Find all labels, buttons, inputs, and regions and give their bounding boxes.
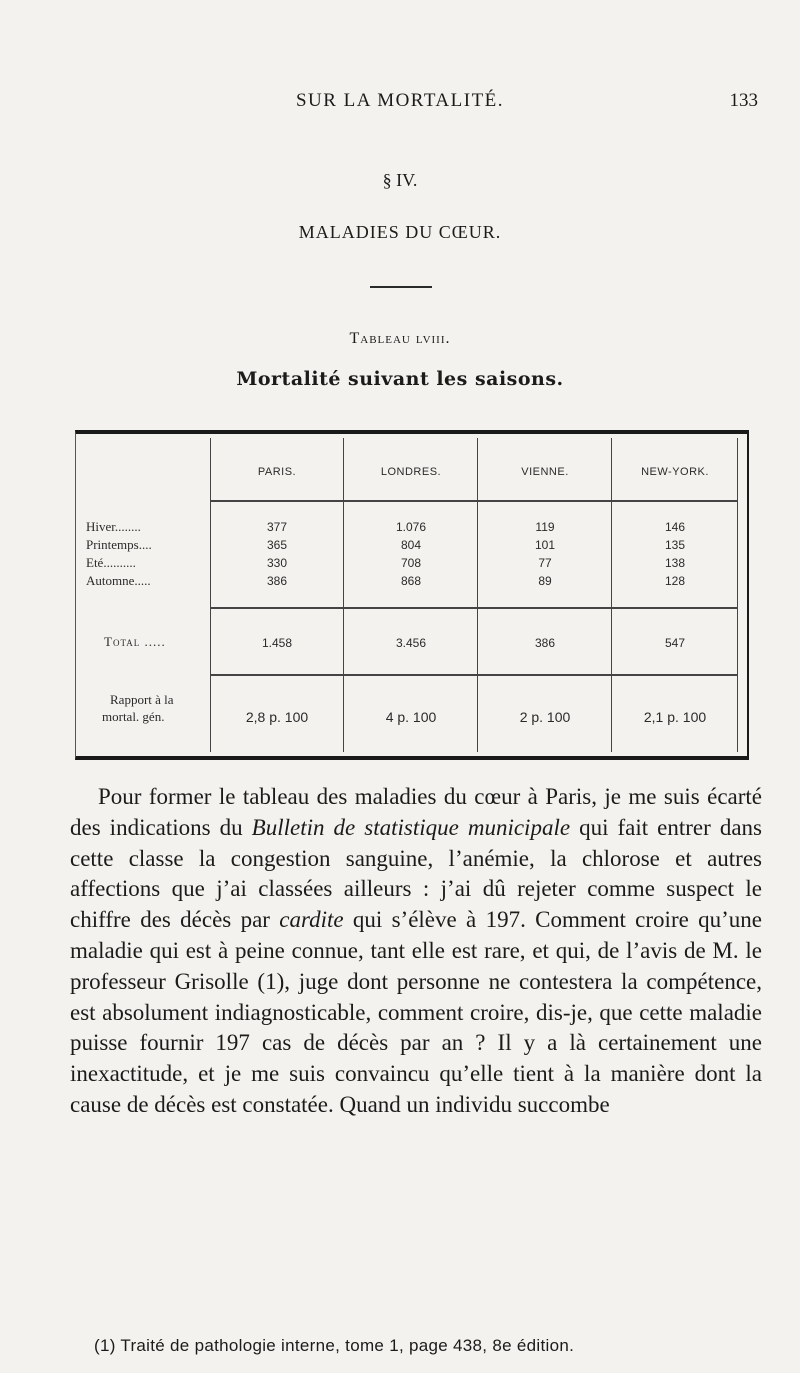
body-paragraph	[70, 782, 762, 1121]
table-number: Tableau lviii.	[349, 330, 451, 347]
row-label-ratio-line1: Rapport à la	[110, 692, 174, 707]
row-label-ratio-line2: mortal. gén.	[102, 709, 165, 724]
row-label-ete: Eté..........	[86, 555, 136, 570]
table-cell: 119	[535, 520, 555, 534]
bulletin-title: Bulletin de statistique municipale	[251, 814, 571, 840]
column-box-2	[344, 438, 478, 752]
table-cell: 2 p. 100	[519, 709, 571, 725]
table-cell: 868	[400, 574, 422, 588]
page-number: 133	[729, 90, 758, 111]
table-cell: 365	[266, 538, 288, 552]
row-label-automne: Automne.....	[86, 573, 151, 588]
footnote: (1) Traité de pathologie interne, tome 1, page 438, 8e édition.	[94, 1336, 575, 1355]
table-cell: 128	[664, 574, 686, 588]
column-header-londres: LONDRES.	[380, 466, 442, 478]
section-mark: § IV.	[382, 170, 418, 190]
header-rule	[210, 500, 738, 502]
table-cell: 4 p. 100	[385, 709, 437, 725]
table-cell: 138	[664, 556, 686, 570]
column-box-3	[478, 438, 612, 752]
table-cell: 77	[538, 556, 552, 570]
table-cell: 89	[538, 574, 552, 588]
row-label-hiver: Hiver........	[86, 519, 141, 534]
mortality-table	[75, 430, 749, 760]
title-rule	[370, 286, 432, 288]
table-cell: 330	[266, 556, 288, 570]
total-rule	[210, 674, 738, 676]
page-header	[0, 86, 800, 116]
table-cell: 1.076	[395, 520, 427, 534]
row-label-printemps: Printemps....	[86, 537, 152, 552]
table-cell: 135	[664, 538, 686, 552]
cardite-term: cardite	[279, 907, 344, 933]
table-cell: 146	[664, 520, 686, 534]
table-cell: 1.458	[261, 636, 293, 650]
table-caption: Mortalité suivant les saisons.	[236, 368, 564, 390]
table-cell: 804	[400, 538, 422, 552]
table-cell: 101	[534, 538, 556, 552]
table-cell: 377	[266, 520, 288, 534]
column-header-paris: PARIS.	[257, 466, 297, 478]
column-header-vienne: VIENNE.	[521, 466, 569, 478]
row-label-total: Total .....	[104, 634, 166, 649]
column-box-4	[612, 438, 738, 752]
table-cell: 386	[534, 636, 556, 650]
column-header-new-york: NEW-YORK.	[641, 466, 709, 478]
table-cell: 547	[664, 636, 686, 650]
body-text-segment: Pour former le tableau des maladies du cœur à Paris, je me suis écarté des indications du	[70, 784, 762, 840]
subtotal-rule	[210, 607, 738, 609]
table-cell: 2,8 p. 100	[245, 709, 309, 725]
body-text-segment: qui s’élève à 197. Comment croire qu’une maladie qui est à peine connue, tant elle est rare, et qui, de l’avis de M. le professeur Grisolle (1), juge dont personne ne contestera la compétence, est absolument indiagnosticable, comment croire, dis-je, que cette maladie puisse fournir 197 cas de décès par an ? Il y a là certainement une inexactitude, et je me suis convaincu qu’elle tient à la manière dont la cause de décès est constatée. Quand un individu succombe	[70, 907, 762, 1117]
section-title: MALADIES DU CŒUR.	[298, 222, 502, 242]
body-text-segment: qui fait entrer dans cette classe la congestion sanguine, l’anémie, la chlorose et autres affections que j’ai classées ailleurs : j’ai dû rejeter comme suspect le chiffre des décès par	[70, 814, 762, 933]
table-cell: 386	[266, 574, 288, 588]
column-box-1	[210, 438, 344, 752]
table-cell: 2,1 p. 100	[643, 709, 707, 725]
table-cell: 708	[400, 556, 422, 570]
table-cell: 3.456	[395, 636, 427, 650]
running-title: SUR LA MORTALITÉ.	[295, 90, 505, 111]
